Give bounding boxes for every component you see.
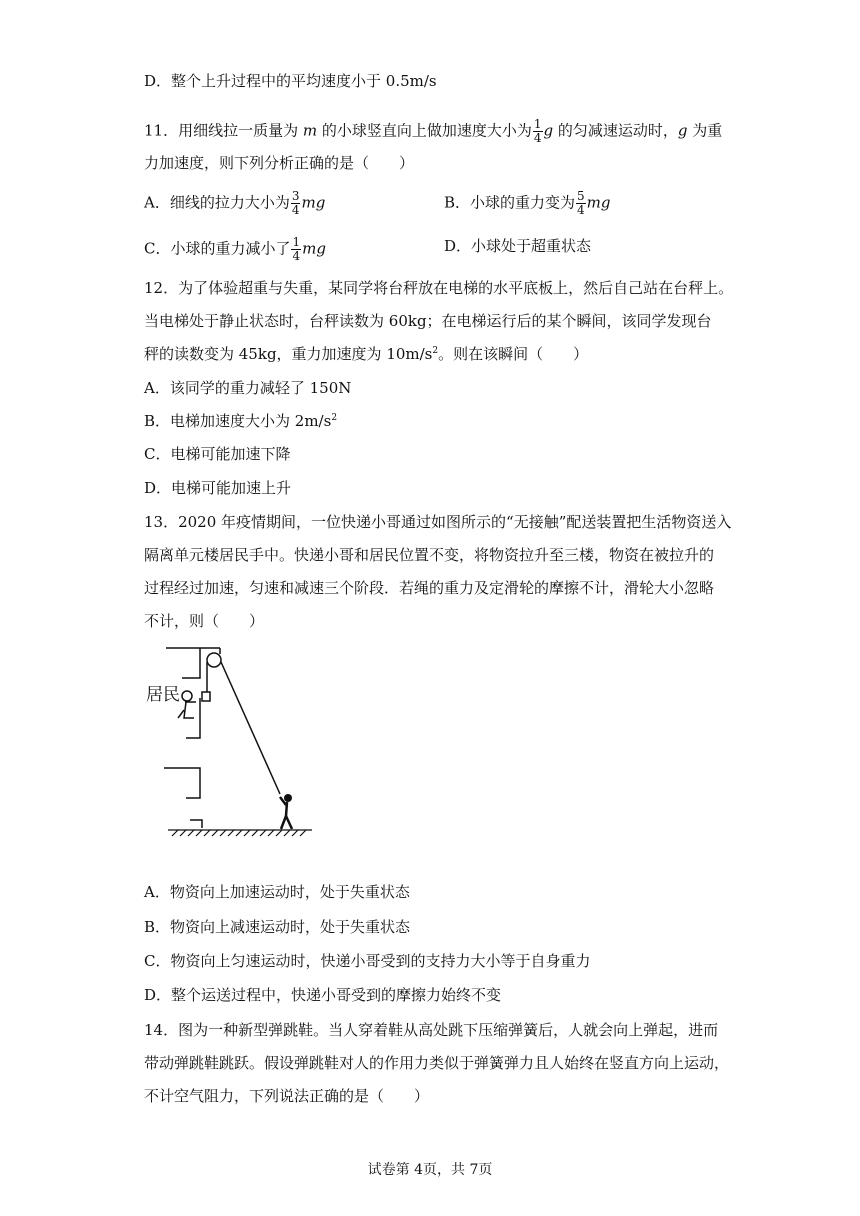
q11-option-b: B．小球的重力变为 $\frac{5}{4}$ mg xyxy=(444,189,611,217)
third-floor-wall xyxy=(182,648,200,678)
q13-stem-line2: 隔离单元楼居民手中。快递小哥和居民位置不变，将物资拉升至三楼，物资在被拉升的 xyxy=(144,546,715,564)
q13-stem-line1: 13．2020 年疫情期间，一位快递小哥通过如图所示的“无接触”配送装置把生活物资送入 xyxy=(144,513,732,531)
q12-option-d: D．电梯可能加速上升 xyxy=(144,479,292,497)
q12-stem-line2: 当电梯处于静止状态时，台秤读数为 60kg；在电梯运行后的某个瞬间，该同学发现台 xyxy=(144,312,712,330)
first-floor-wall xyxy=(190,820,202,828)
q11-option-d: D．小球处于超重状态 xyxy=(444,237,592,255)
q13-option-c: C．物资向上匀速运动时，快递小哥受到的支持力大小等于自身重力 xyxy=(144,952,591,970)
q12-option-a: A．该同学的重力减轻了 150N xyxy=(144,379,352,397)
q12-stem-line3: 秤的读数变为 45kg，重力加速度为 $10m/s^2$。则在该瞬间（ ） xyxy=(144,345,589,363)
page-footer: 试卷第 4页，共 7页 xyxy=(367,1162,493,1178)
courier-icon xyxy=(280,794,292,829)
q13-option-a: A．物资向上加速运动时，处于失重状态 xyxy=(144,883,410,901)
ground xyxy=(168,830,312,836)
q12-option-c: C．电梯可能加速下降 xyxy=(144,445,291,463)
q11-option-a: A．细线的拉力大小为 $\frac{3}{4}$ mg xyxy=(144,189,326,217)
q13-option-d: D．整个运送过程中，快递小哥受到的摩擦力始终不变 xyxy=(144,986,502,1004)
q13-stem-line3: 过程经过加速，匀速和减速三个阶段．若绳的重力及定滑轮的摩擦不计，滑轮大小忽略 xyxy=(144,579,715,597)
second-floor-wall xyxy=(164,768,200,798)
package-icon xyxy=(202,692,210,701)
q14-stem-line3: 不计空气阻力，下列说法正确的是（ ） xyxy=(144,1087,430,1105)
figure-label-resident: 居民 xyxy=(146,685,180,705)
resident-icon xyxy=(182,691,192,701)
rope-diagonal xyxy=(221,662,280,794)
q13-delivery-figure xyxy=(140,640,330,845)
q14-stem-line1: 14．图为一种新型弹跳鞋。当人穿着鞋从高处跳下压缩弹簧后，人就会向上弹起，进而 xyxy=(144,1021,719,1039)
q13-stem-line4: 不计，则（ ） xyxy=(144,612,265,630)
q12-stem-line1: 12．为了体验超重与失重，某同学将台秤放在电梯的水平底板上，然后自己站在台秤上。 xyxy=(144,279,734,297)
q10-option-d: D．整个上升过程中的平均速度小于 0.5m/s xyxy=(144,72,437,90)
q11-fraction: $\frac{1}{4}$ xyxy=(533,117,542,145)
q13-option-b: B．物资向上减速运动时，处于失重状态 xyxy=(144,918,411,936)
q11-stem-line2: 力加速度，则下列分析正确的是（ ） xyxy=(144,154,415,172)
q14-stem-line2: 带动弹跳鞋跳跃。假设弹跳鞋对人的作用力类似于弹簧弹力且人始终在竖直方向上运动， xyxy=(144,1054,730,1072)
q12-option-b: B．电梯加速度大小为 $2m/s^2$ xyxy=(144,412,338,430)
pulley-icon xyxy=(207,653,221,667)
q11-option-c: C．小球的重力减小了 $\frac{1}{4}$ mg xyxy=(144,235,326,263)
q11-stem-line1: 11．用细线拉一质量为 m 的小球竖直向上做加速度大小为 $\frac{1}{4}$ g 的匀减速运动时，g 为重 xyxy=(144,117,723,145)
